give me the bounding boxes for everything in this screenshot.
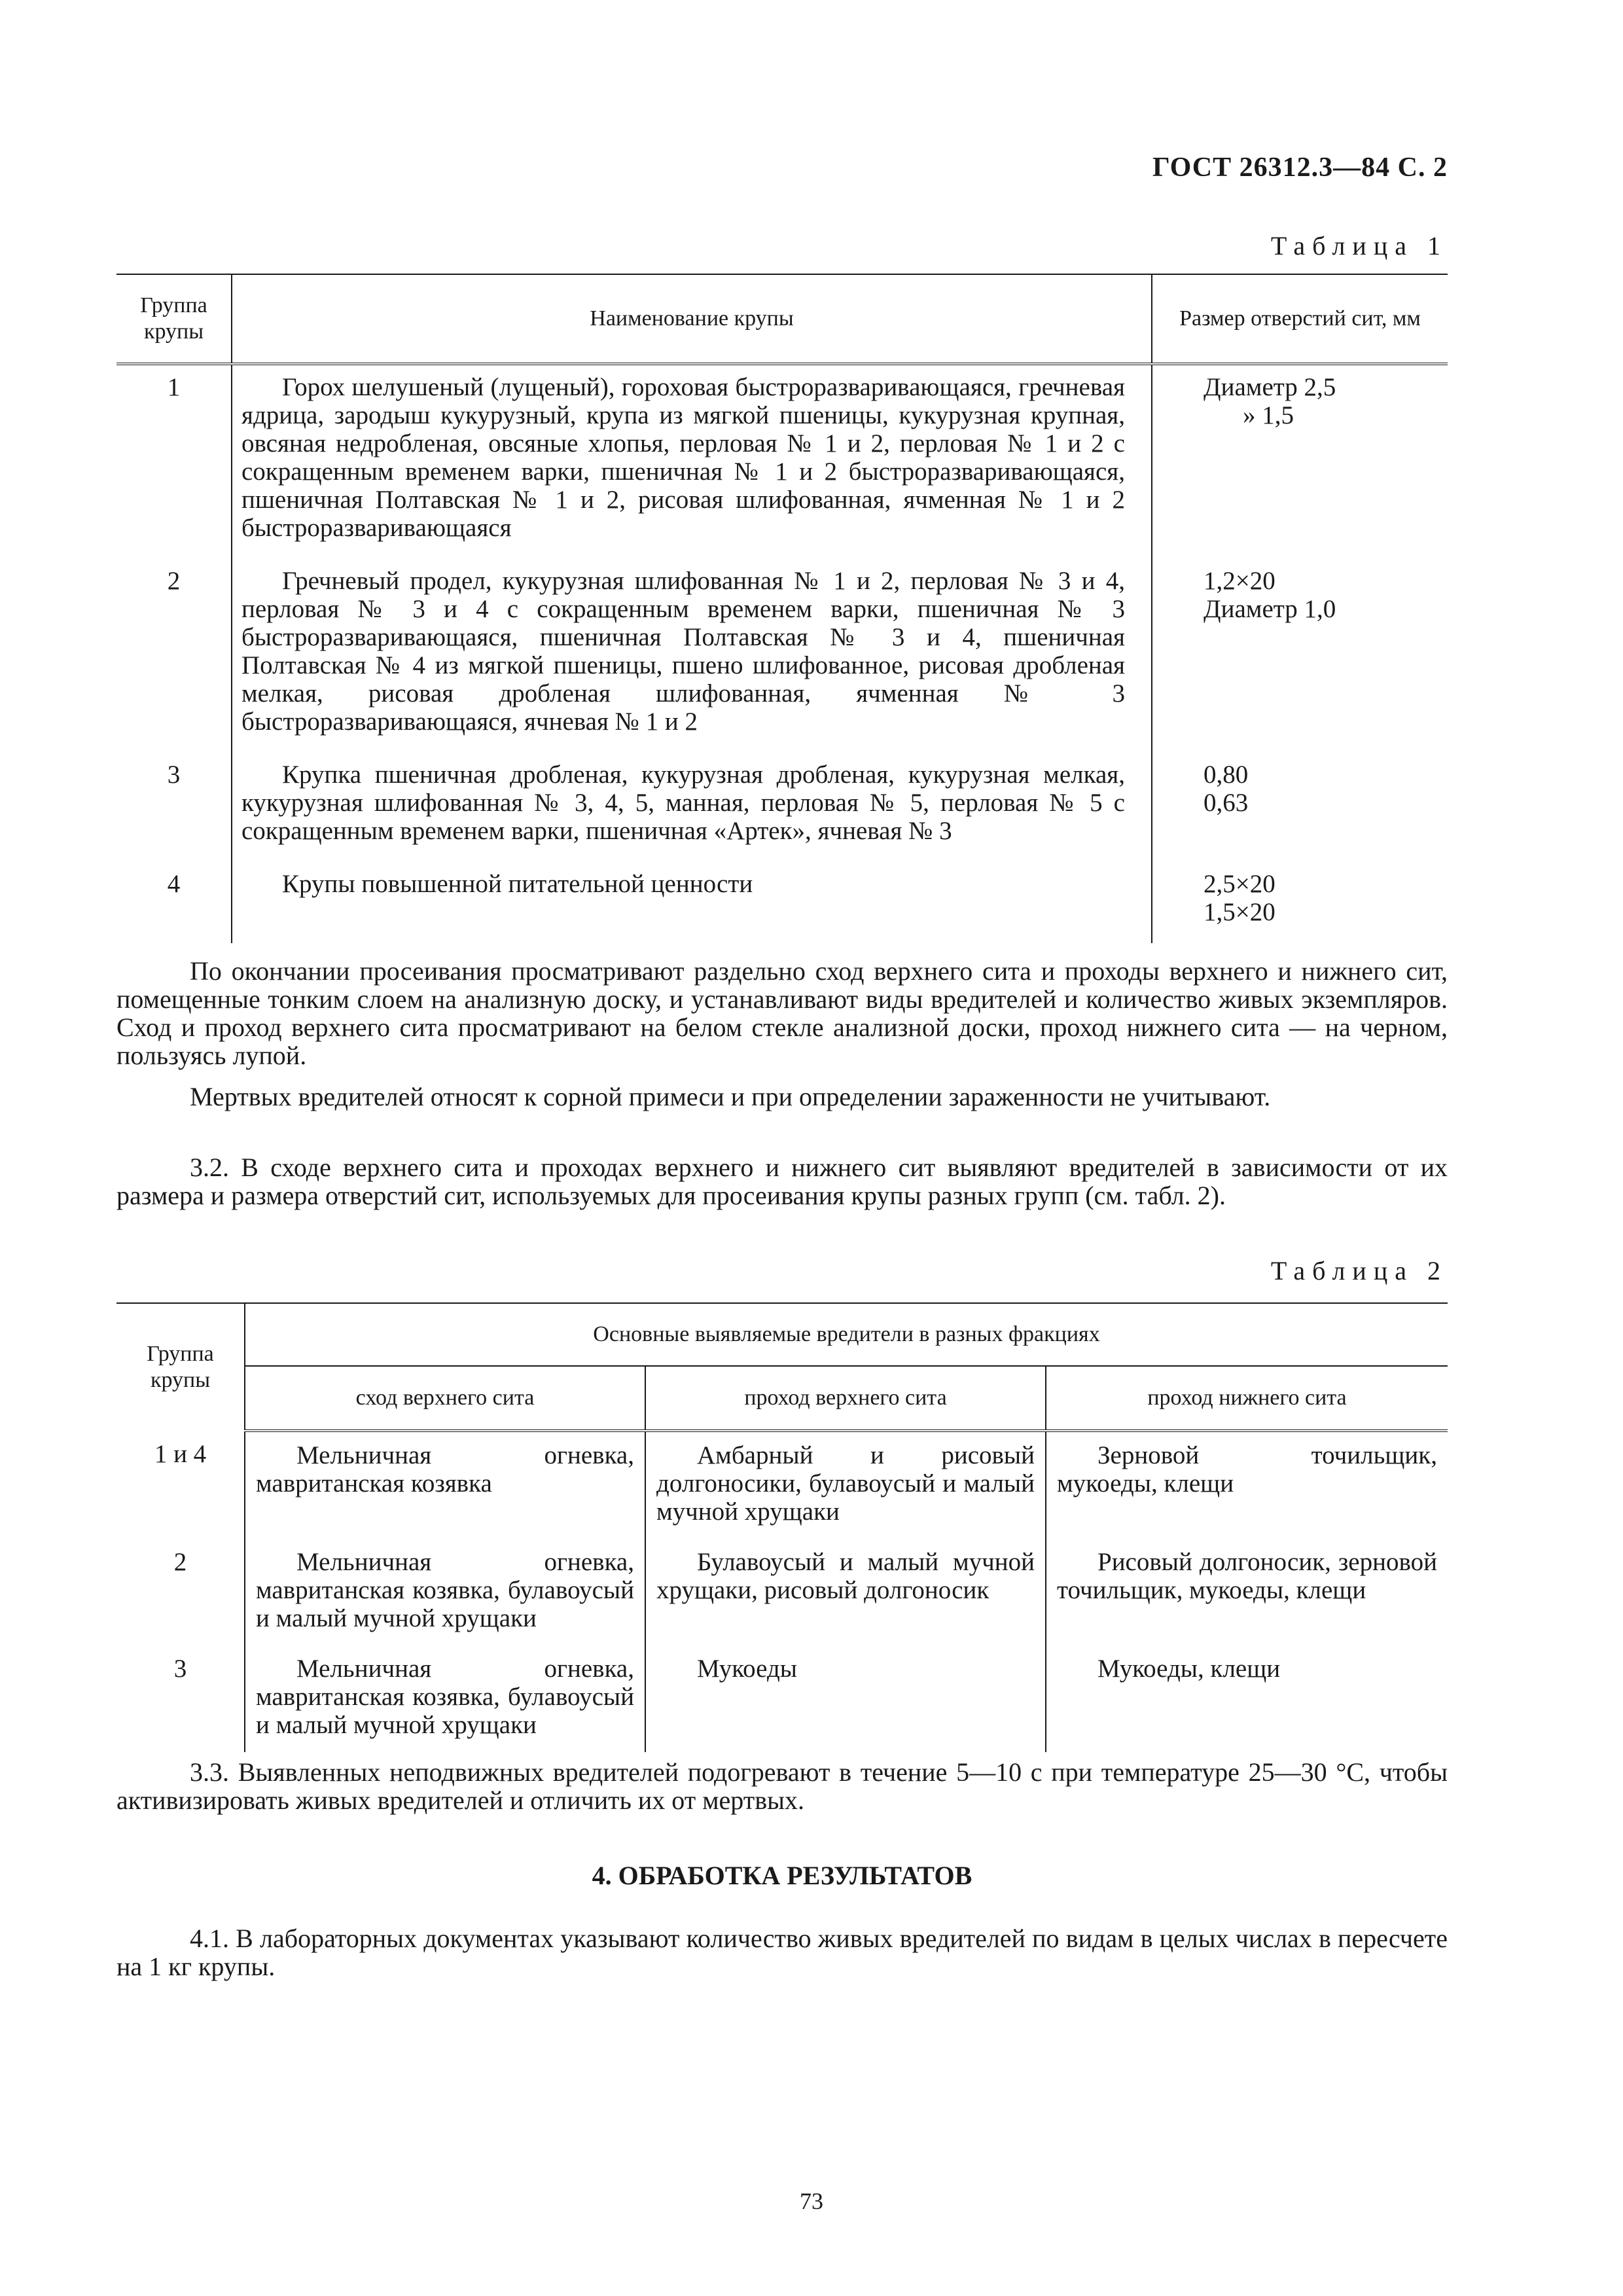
table-row bbox=[116, 1431, 1448, 1539]
table2-subheader: проход верхнего сита bbox=[645, 1366, 1046, 1431]
table2-subheader: сход верхнего сита bbox=[245, 1366, 645, 1431]
size-value: 1,2×20 bbox=[1204, 567, 1275, 595]
section-title: 4. ОБРАБОТКА РЕЗУЛЬТАТОВ bbox=[592, 1861, 972, 1890]
table1-cell-group: 2 bbox=[167, 567, 181, 595]
table1-cell-size bbox=[1152, 559, 1448, 753]
table1-caption: Таблица 1 bbox=[1270, 231, 1448, 260]
table-row bbox=[116, 364, 1448, 559]
table2-cell: Мельничная огневка, мавританская козявка, булавоусый и малый мучной хрущаки bbox=[245, 1645, 645, 1752]
size-value: 2,5×20 bbox=[1204, 870, 1275, 898]
table2-cell: Амбарный и рисовый долгоносики, булавоусый и малый мучной хрущаки bbox=[645, 1431, 1046, 1539]
table-row bbox=[116, 862, 1448, 943]
table-row bbox=[116, 753, 1448, 862]
table1-header-size: Размер отверстий сит, мм bbox=[1152, 274, 1448, 364]
table1-cell-group: 3 bbox=[167, 761, 181, 789]
table1-cell-name: Крупы повышенной питательной ценности bbox=[232, 862, 1152, 943]
table2-header-main: Основные выявляемые вредители в разных фракциях bbox=[245, 1303, 1448, 1366]
table1 bbox=[116, 274, 1448, 943]
size-value: 1,5×20 bbox=[1204, 898, 1275, 926]
table1-cell-name: Горох шелушеный (лущеный), гороховая быстроразваривающаяся, гречневая ядрица, зародыш кукурузный, крупа из мягкой пшеницы, кукурузная крупная, овсяная недробленая, овсяные хлопья, перловая № 1 и 2, перловая № 1 и 2 с сокращенным временем варки, пшеничная № 1 и 2 быстроразваривающаяся, пшеничная Полтавская № 1 и 2, рисовая шлифованная, ячменная № 1 и 2 быстроразваривающаяся bbox=[232, 364, 1152, 559]
page-number: 73 bbox=[800, 2188, 823, 2214]
table1-cell-size bbox=[1152, 753, 1448, 862]
table1-cell-name: Крупка пшеничная дробленая, кукурузная дробленая, кукурузная мелкая, кукурузная шлифованная № 3, 4, 5, манная, перловая № 5, перловая № 5 с сокращенным временем варки, пшеничная «Артек», ячневая № 3 bbox=[232, 753, 1152, 862]
paragraph-dead-pests: Мертвых вредителей относят к сорной примеси и при определении зараженности не учитывают. bbox=[190, 1082, 1271, 1111]
paragraph-3-2: 3.2. В сходе верхнего сита и проходах верхнего и нижнего сит выявляют вредителей в зависимости от их размера и размера отверстий сит, используемых для просеивания крупы разных групп (см. табл. 2). bbox=[116, 1153, 1448, 1210]
table2-subheader: проход нижнего сита bbox=[1046, 1366, 1448, 1431]
table2-cell: Рисовый долгоносик, зерновой точильщик, мукоеды, клещи bbox=[1046, 1539, 1448, 1645]
paragraph-3-3: 3.3. Выявленных неподвижных вредителей подогревают в течение 5—10 с при температуре 25—30 °С, чтобы активизировать живых вредителей и отличить их от мертвых. bbox=[116, 1757, 1448, 1815]
size-value: 0,80 bbox=[1204, 761, 1249, 789]
table-row bbox=[116, 1539, 1448, 1645]
table2-cell: Мельничная огневка, мавританская козявка, булавоусый и малый мучной хрущаки bbox=[245, 1539, 645, 1645]
table1-cell-size bbox=[1152, 364, 1448, 559]
table2-cell-group: 1 и 4 bbox=[154, 1440, 207, 1468]
document-header: ГОСТ 26312.3—84 С. 2 bbox=[1152, 152, 1448, 183]
size-value: Диаметр 2,5 bbox=[1204, 373, 1336, 401]
table2 bbox=[116, 1302, 1448, 1752]
size-value: 0,63 bbox=[1204, 789, 1249, 817]
table2-cell: Мукоеды bbox=[645, 1645, 1046, 1752]
table2-caption: Таблица 2 bbox=[1270, 1256, 1448, 1285]
table1-cell-size bbox=[1152, 862, 1448, 943]
table-row bbox=[116, 559, 1448, 753]
table1-header-group: Группа крупы bbox=[116, 274, 232, 364]
table2-cell: Булавоусый и малый мучной хрущаки, рисовый долгоносик bbox=[645, 1539, 1046, 1645]
paragraph-4-1: 4.1. В лабораторных документах указывают количество живых вредителей по видам в целых числах в пересчете на 1 кг крупы. bbox=[116, 1924, 1448, 1981]
table1-cell-name: Гречневый продел, кукурузная шлифованная № 1 и 2, перловая № 3 и 4, перловая № 3 и 4 с сокращенным временем варки, пшеничная № 3 быстроразваривающаяся, пшеничная Полтавская № 3 и 4, пшеничная Полтавская № 4 из мягкой пшеницы, пшено шлифованное, рисовая дробленая мелкая, рисовая дробленая шлифованная, ячменная № 3 быстроразваривающаяся, ячневая № 1 и 2 bbox=[232, 559, 1152, 753]
table2-cell: Мукоеды, клещи bbox=[1046, 1645, 1448, 1752]
size-value: » 1,5 bbox=[1243, 401, 1294, 429]
table-row bbox=[116, 1645, 1448, 1752]
size-value: Диаметр 1,0 bbox=[1204, 595, 1336, 623]
paragraph-sieving: По окончании просеивания просматривают раздельно сход верхнего сита и проходы верхнего и нижнего сит, помещенные тонким слоем на анализную доску, и устанавливают виды вредителей и количество живых экземпляров. Сход и проход верхнего сита просматривают на белом стекле анализной доски, проход нижнего сита — на черном, пользуясь лупой. bbox=[116, 956, 1448, 1070]
table1-cell-group: 1 bbox=[167, 373, 181, 401]
table2-cell: Зерновой точильщик, мукоеды, клещи bbox=[1046, 1431, 1448, 1539]
table1-cell-group: 4 bbox=[167, 870, 181, 898]
table2-header-group: Группа крупы bbox=[147, 1342, 214, 1392]
table1-header-name: Наименование крупы bbox=[232, 274, 1152, 364]
table2-cell-group: 3 bbox=[173, 1655, 187, 1683]
table2-cell: Мельничная огневка, мавританская козявка bbox=[245, 1431, 645, 1539]
table2-cell-group: 2 bbox=[173, 1548, 187, 1576]
